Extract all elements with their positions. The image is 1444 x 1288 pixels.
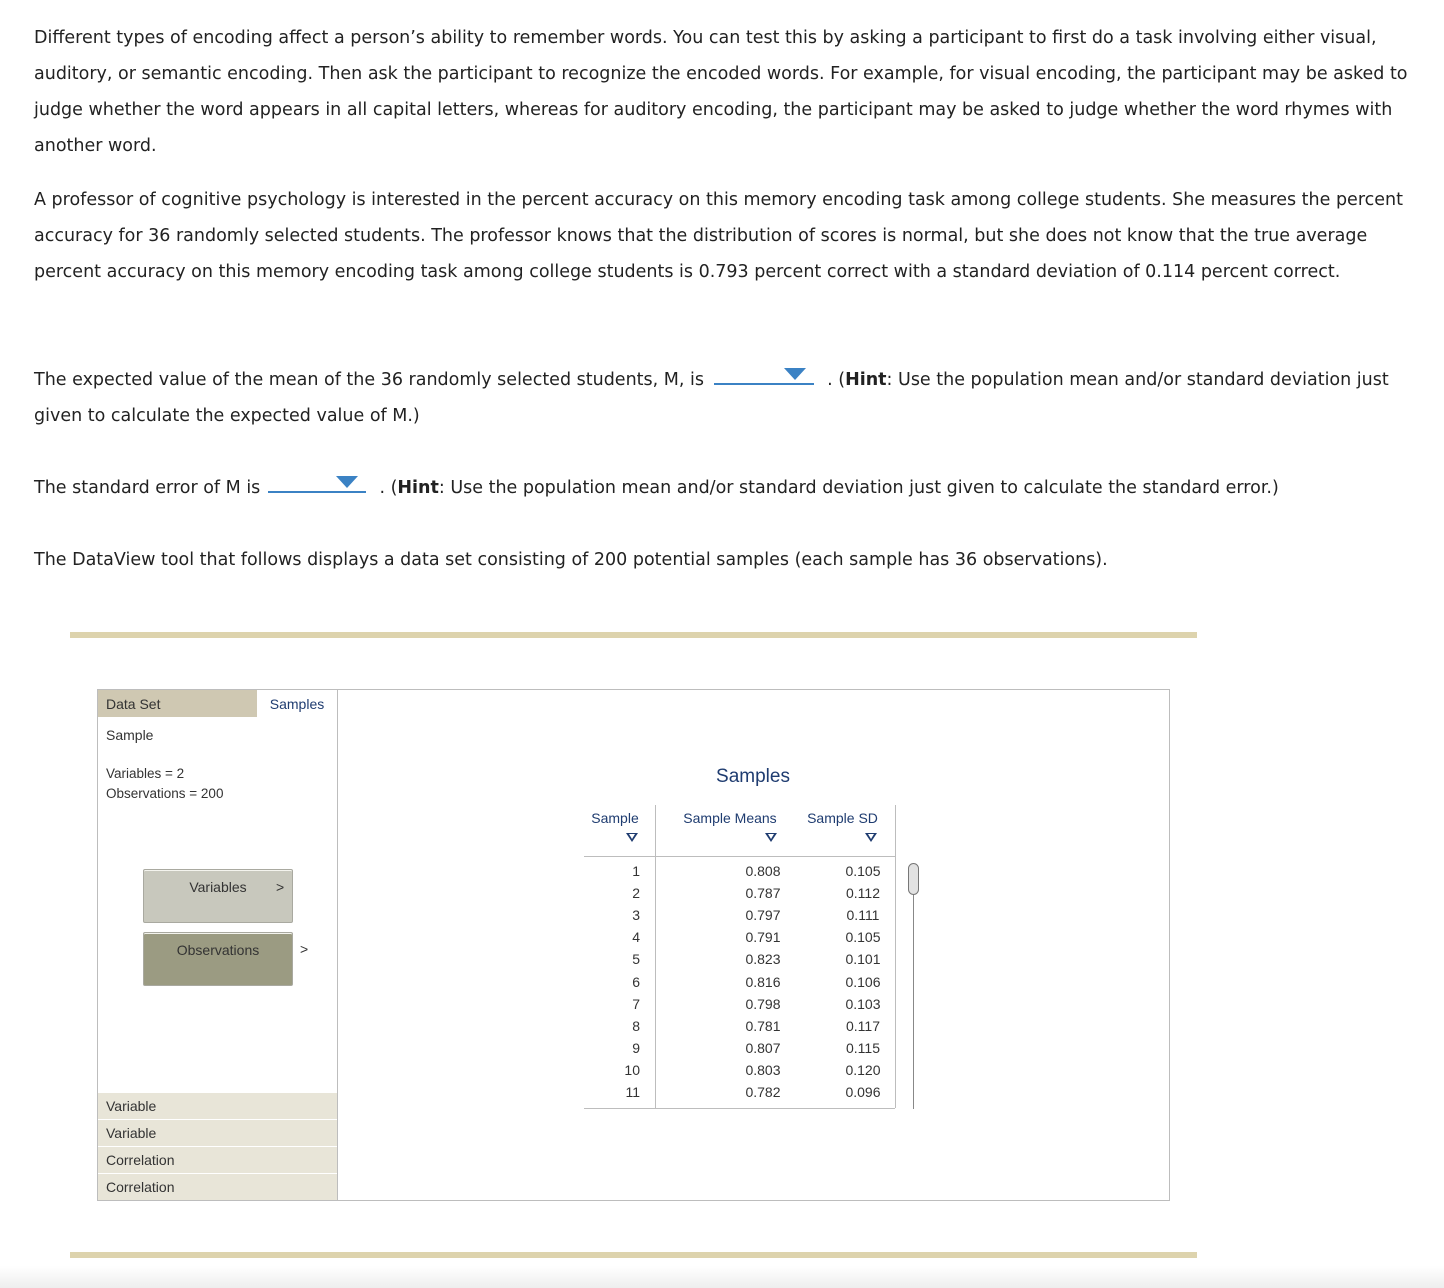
variable-row[interactable] [98,1119,337,1146]
sample-mean-cell: 0.791 [745,929,781,946]
bottom-divider [70,1252,1197,1258]
sample-mean-cell: 0.807 [745,1039,781,1056]
sort-sample-means-icon[interactable] [765,833,777,842]
sample-mean-cell: 0.787 [745,885,781,902]
sample-sd-cell: 0.096 [845,1084,881,1100]
column-divider [895,805,896,1108]
variables-button-label: Variables [189,879,247,895]
column-divider [655,805,656,1108]
question-sep: . ( [379,478,398,498]
sample-sd-cell: 0.115 [846,1039,880,1056]
question-text: The standard error of M is [34,478,261,498]
sort-sample-sd-icon[interactable] [865,833,877,842]
sample-sd-cell: 0.105 [845,929,881,946]
dataview-panel [97,689,1170,1201]
sample-sd-cell: 0.111 [846,907,880,924]
sample-sd-cell: 0.117 [846,1017,880,1034]
variables-button[interactable] [143,869,293,923]
sample-sd-cell: 0.101 [845,951,881,968]
sample-sd-cell: 0.112 [846,885,880,902]
data-set-label: Data Set [106,696,161,712]
chevron-right-icon: > [276,879,285,895]
sample-label: Sample [106,727,154,743]
sort-sample-icon[interactable] [626,833,638,842]
dataview-intro: The DataView tool that follows displays a data set consisting of 200 potential samples (each sample has 36 observations). [34,550,1108,570]
sample-mean-cell: 0.782 [745,1084,781,1100]
column-header-sample[interactable]: Sample [591,810,639,826]
sample-number-cell: 3 [632,907,640,924]
expected-value-dropdown[interactable] [714,365,814,385]
hint-label: Hint [397,478,439,498]
column-header-sample-sd[interactable]: Sample SD [807,810,878,826]
sample-number-cell: 5 [632,951,640,968]
correlation-row-label: Correlation [106,1152,175,1168]
variable-row[interactable] [98,1092,337,1119]
sample-number-cell: 7 [632,995,640,1012]
page-footer-shade [0,1266,1444,1288]
sample-number-cell: 2 [632,885,640,902]
column-header-sample-means[interactable]: Sample Means [683,810,777,826]
question-standard-error [34,470,1414,506]
sample-number-cell: 9 [632,1039,640,1056]
table-bottom [584,1108,895,1109]
sample-mean-cell: 0.797 [745,907,781,924]
scrollbar-thumb[interactable] [908,863,919,895]
variables-count: Variables = 2 [106,766,185,781]
dataview-header [98,690,337,717]
standard-error-dropdown[interactable] [268,473,366,493]
dropdown-arrow-icon[interactable] [336,476,358,488]
samples-tab-label: Samples [269,696,325,712]
variable-row-label: Variable [106,1125,157,1141]
sample-sd-cell: 0.106 [845,973,881,990]
observations-count: Observations = 200 [106,786,224,801]
chevron-right-icon: > [300,941,309,957]
variable-row-label: Variable [106,1098,157,1114]
sample-number-cell: 8 [632,1017,640,1034]
sample-mean-cell: 0.798 [745,995,781,1012]
question-sep: . ( [827,370,846,390]
hint-label: Hint [845,370,887,390]
correlation-row-label: Correlation [106,1179,175,1195]
observations-button[interactable] [143,932,293,986]
sample-sd-cell: 0.103 [845,995,881,1012]
sample-sd-cell: 0.120 [845,1061,881,1078]
sample-number-cell: 10 [624,1061,640,1078]
dropdown-arrow-icon[interactable] [784,368,806,380]
hint-text: : Use the population mean and/or standard deviation just given to calculate the expected value of M.) [34,370,1389,426]
question-expected-value [34,362,1414,434]
correlation-row[interactable] [98,1173,337,1200]
table-title: Samples [716,766,790,787]
sample-mean-cell: 0.808 [745,863,781,879]
intro-paragraph-1: Different types of encoding affect a person’s ability to remember words. You can test this by asking a participant to first do a task involving either visual, auditory, or semantic encoding. Then ask the participant to recognize the encoded words. For example, for visual encoding, the participant may be asked to judge whether the word appears in all capital letters, whereas for auditory encoding, the participant may be asked to judge whether the word rhymes with another word. [34,28,1408,156]
sample-mean-cell: 0.803 [745,1061,781,1078]
hint-text: : Use the population mean and/or standard deviation just given to calculate the standard error.) [438,478,1279,498]
sample-number-cell: 6 [632,973,640,990]
question-text: The expected value of the mean of the 36 randomly selected students, M, is [34,370,704,390]
top-divider [70,632,1197,638]
sample-sd-cell: 0.105 [845,863,881,879]
header-divider [584,856,895,857]
sample-mean-cell: 0.823 [745,951,781,968]
intro-paragraph-2: A professor of cognitive psychology is interested in the percent accuracy on this memory encoding task among college students. She measures the percent accuracy for 36 randomly selected students. The professor knows that the distribution of scores is normal, but she does not know that the true average percent accuracy on this memory encoding task among college students is 0.793 percent correct with a standard deviation of 0.114 percent correct. [34,190,1403,282]
sample-number-cell: 11 [625,1084,640,1100]
observations-button-label: Observations [176,942,260,958]
dataview-sidebar [98,690,338,1200]
sample-mean-cell: 0.816 [745,973,781,990]
correlation-row[interactable] [98,1146,337,1173]
samples-tab[interactable] [257,690,337,717]
sample-number-cell: 4 [632,929,640,946]
scrollbar-track[interactable] [913,863,914,1109]
sample-mean-cell: 0.781 [745,1017,781,1034]
sample-number-cell: 1 [632,863,640,879]
